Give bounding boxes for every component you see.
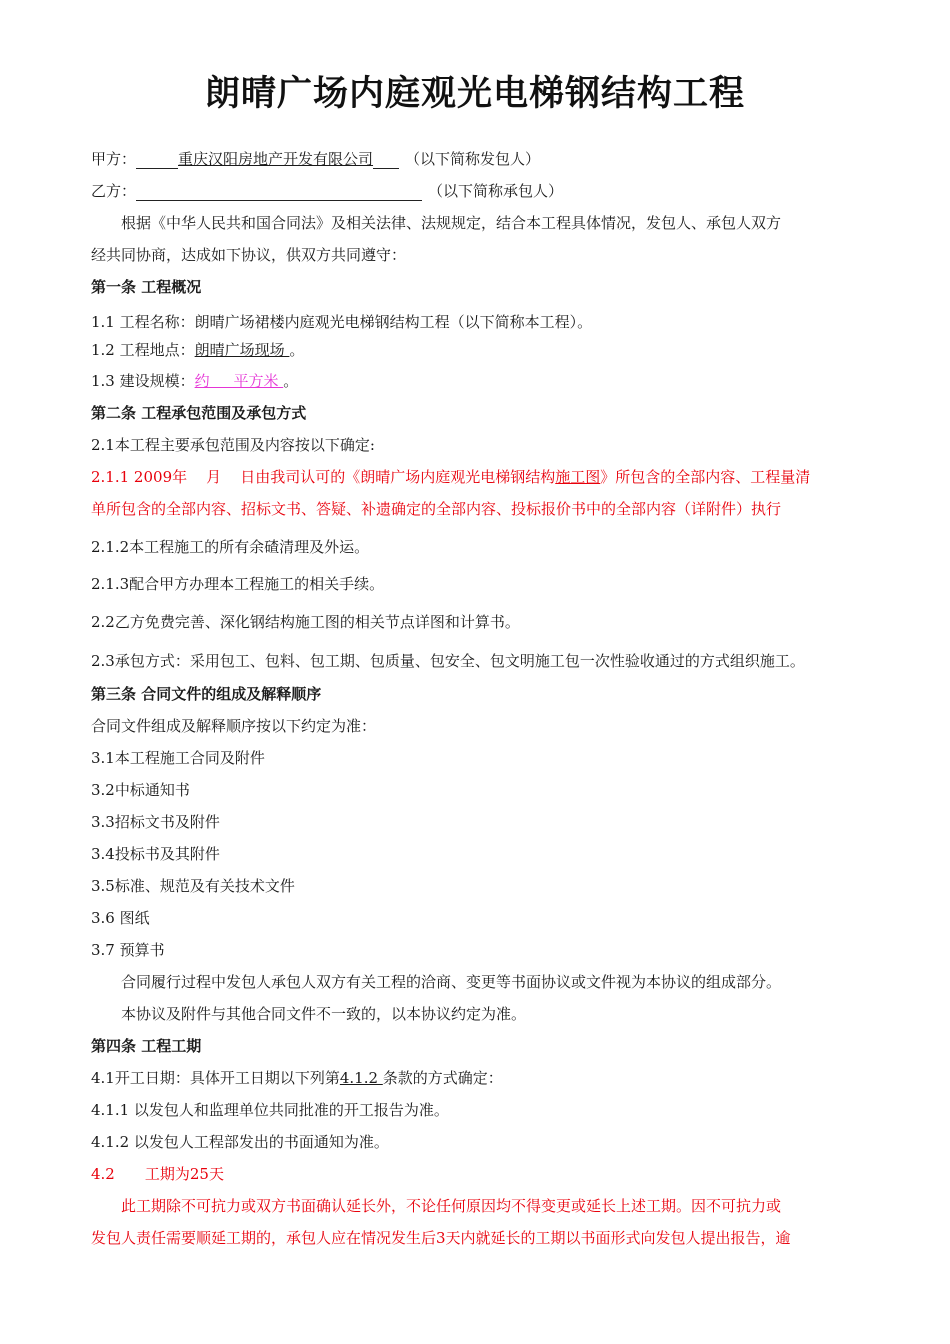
construction-period: 工期为25天 [144, 1165, 224, 1183]
article-3-note-1: 合同履行过程中发包人承包人双方有关工程的洽商、变更等书面协议或文件视为本协议的组成部分。 [121, 973, 782, 991]
item-4-1-suffix: 条款的方式确定： [382, 1069, 503, 1087]
item-1-2 [91, 340, 304, 360]
item-4-1-1: 4.1.1 以发包人和监理单位共同批准的开工报告为准。 [91, 1101, 449, 1119]
party-b-line [91, 181, 563, 201]
document-title: 朗晴广场内庭观光电梯钢结构工程 [204, 74, 745, 114]
item-1-3-label: 1.3 建设规模： [91, 372, 195, 390]
item-4-1-2: 4.1.2 以发包人工程部发出的书面通知为准。 [91, 1133, 389, 1151]
item-4-2-number: 4.2 [91, 1165, 115, 1183]
item-1-2-label: 1.2 工程地点： [91, 341, 195, 359]
article-4-para-line-1: 此工期除不可抗力或双方书面确认延长外，不论任何原因均不得变更或延长上述工期。因不可抗力或 [121, 1197, 782, 1215]
item-4-1-label: 4.1开工日期：具体开工日期以下列第 [91, 1069, 340, 1087]
project-scale: 约 平方米 [194, 372, 284, 390]
list-item: 3.5标准、规范及有关技术文件 [91, 877, 295, 895]
party-b-blank [136, 183, 422, 201]
item-2-1-1-text-b: 》所包含的全部内容、工程量清 [600, 468, 811, 486]
article-3-intro: 合同文件组成及解释顺序按以下约定为准： [91, 717, 377, 735]
party-b-label: 乙方： [91, 182, 137, 200]
item-2-1: 2.1本工程主要承包范围及内容按以下确定: [91, 436, 375, 454]
list-item: 3.4投标书及其附件 [91, 845, 220, 863]
item-2-1-2: 2.1.2本工程施工的所有余碴清理及外运。 [91, 538, 370, 556]
article-3-note-2: 本协议及附件与其他合同文件不一致的，以本协议约定为准。 [121, 1005, 527, 1023]
item-1-1: 1.1 工程名称：朗晴广场裙楼内庭观光电梯钢结构工程（以下简称本工程）。 [91, 313, 593, 331]
intro-line-2: 经共同协商，达成如下协议，供双方共同遵守： [91, 246, 407, 264]
party-a-label: 甲方： [91, 150, 137, 168]
intro-line-1: 根据《中华人民共和国合同法》及相关法律、法规规定，结合本工程具体情况，发包人、承包人双方 [121, 214, 782, 232]
article-4-heading: 第四条 工程工期 [91, 1037, 202, 1055]
item-2-1-1-text-a: 2.1.1 2009年 月 日由我司认可的《朗晴广场内庭观光电梯钢结构 [91, 468, 556, 486]
item-2-1-1-line-2: 单所包含的全部内容、招标文书、答疑、补遗确定的全部内容、投标报价书中的全部内容（详附件）执行 [91, 500, 782, 518]
article-1-heading: 第一条 工程概况 [91, 278, 202, 296]
list-item: 3.1本工程施工合同及附件 [91, 749, 265, 767]
project-location: 朗晴广场现场 [194, 341, 290, 359]
item-1-3 [91, 371, 298, 391]
item-2-1-1-line-1 [91, 467, 810, 487]
item-2-1-3: 2.1.3配合甲方办理本工程施工的相关手续。 [91, 575, 385, 593]
party-b-suffix: （以下简称承包人） [428, 182, 564, 200]
party-a-line [91, 149, 540, 169]
item-4-1 [91, 1068, 503, 1088]
item-2-2: 2.2乙方免费完善、深化钢结构施工图的相关节点详图和计算书。 [91, 613, 520, 631]
list-item: 3.6 图纸 [91, 909, 150, 927]
item-2-3: 2.3承包方式：采用包工、包料、包工期、包质量、包安全、包文明施工包一次性验收通过的方式组织施工。 [91, 652, 805, 670]
article-2-heading: 第二条 工程承包范围及承包方式 [91, 404, 307, 422]
start-method-ref: 4.1.2 [339, 1069, 383, 1087]
party-a-name: 重庆汉阳房地产开发有限公司 [178, 150, 374, 168]
item-4-2 [91, 1164, 224, 1184]
list-item: 3.7 预算书 [91, 941, 165, 959]
article-4-para-line-2: 发包人责任需要顺延工期的，承包人应在情况发生后3天内就延长的工期以书面形式向发包人提出报告，逾 [91, 1229, 791, 1247]
list-item: 3.2中标通知书 [91, 781, 190, 799]
party-a-suffix: （以下简称发包人） [405, 150, 541, 168]
item-1-3-period: 。 [283, 372, 299, 390]
item-1-2-period: 。 [289, 341, 305, 359]
article-3-heading: 第三条 合同文件的组成及解释顺序 [91, 685, 322, 703]
list-item: 3.3招标文书及附件 [91, 813, 220, 831]
construction-drawing-ref: 施工图 [555, 468, 601, 486]
